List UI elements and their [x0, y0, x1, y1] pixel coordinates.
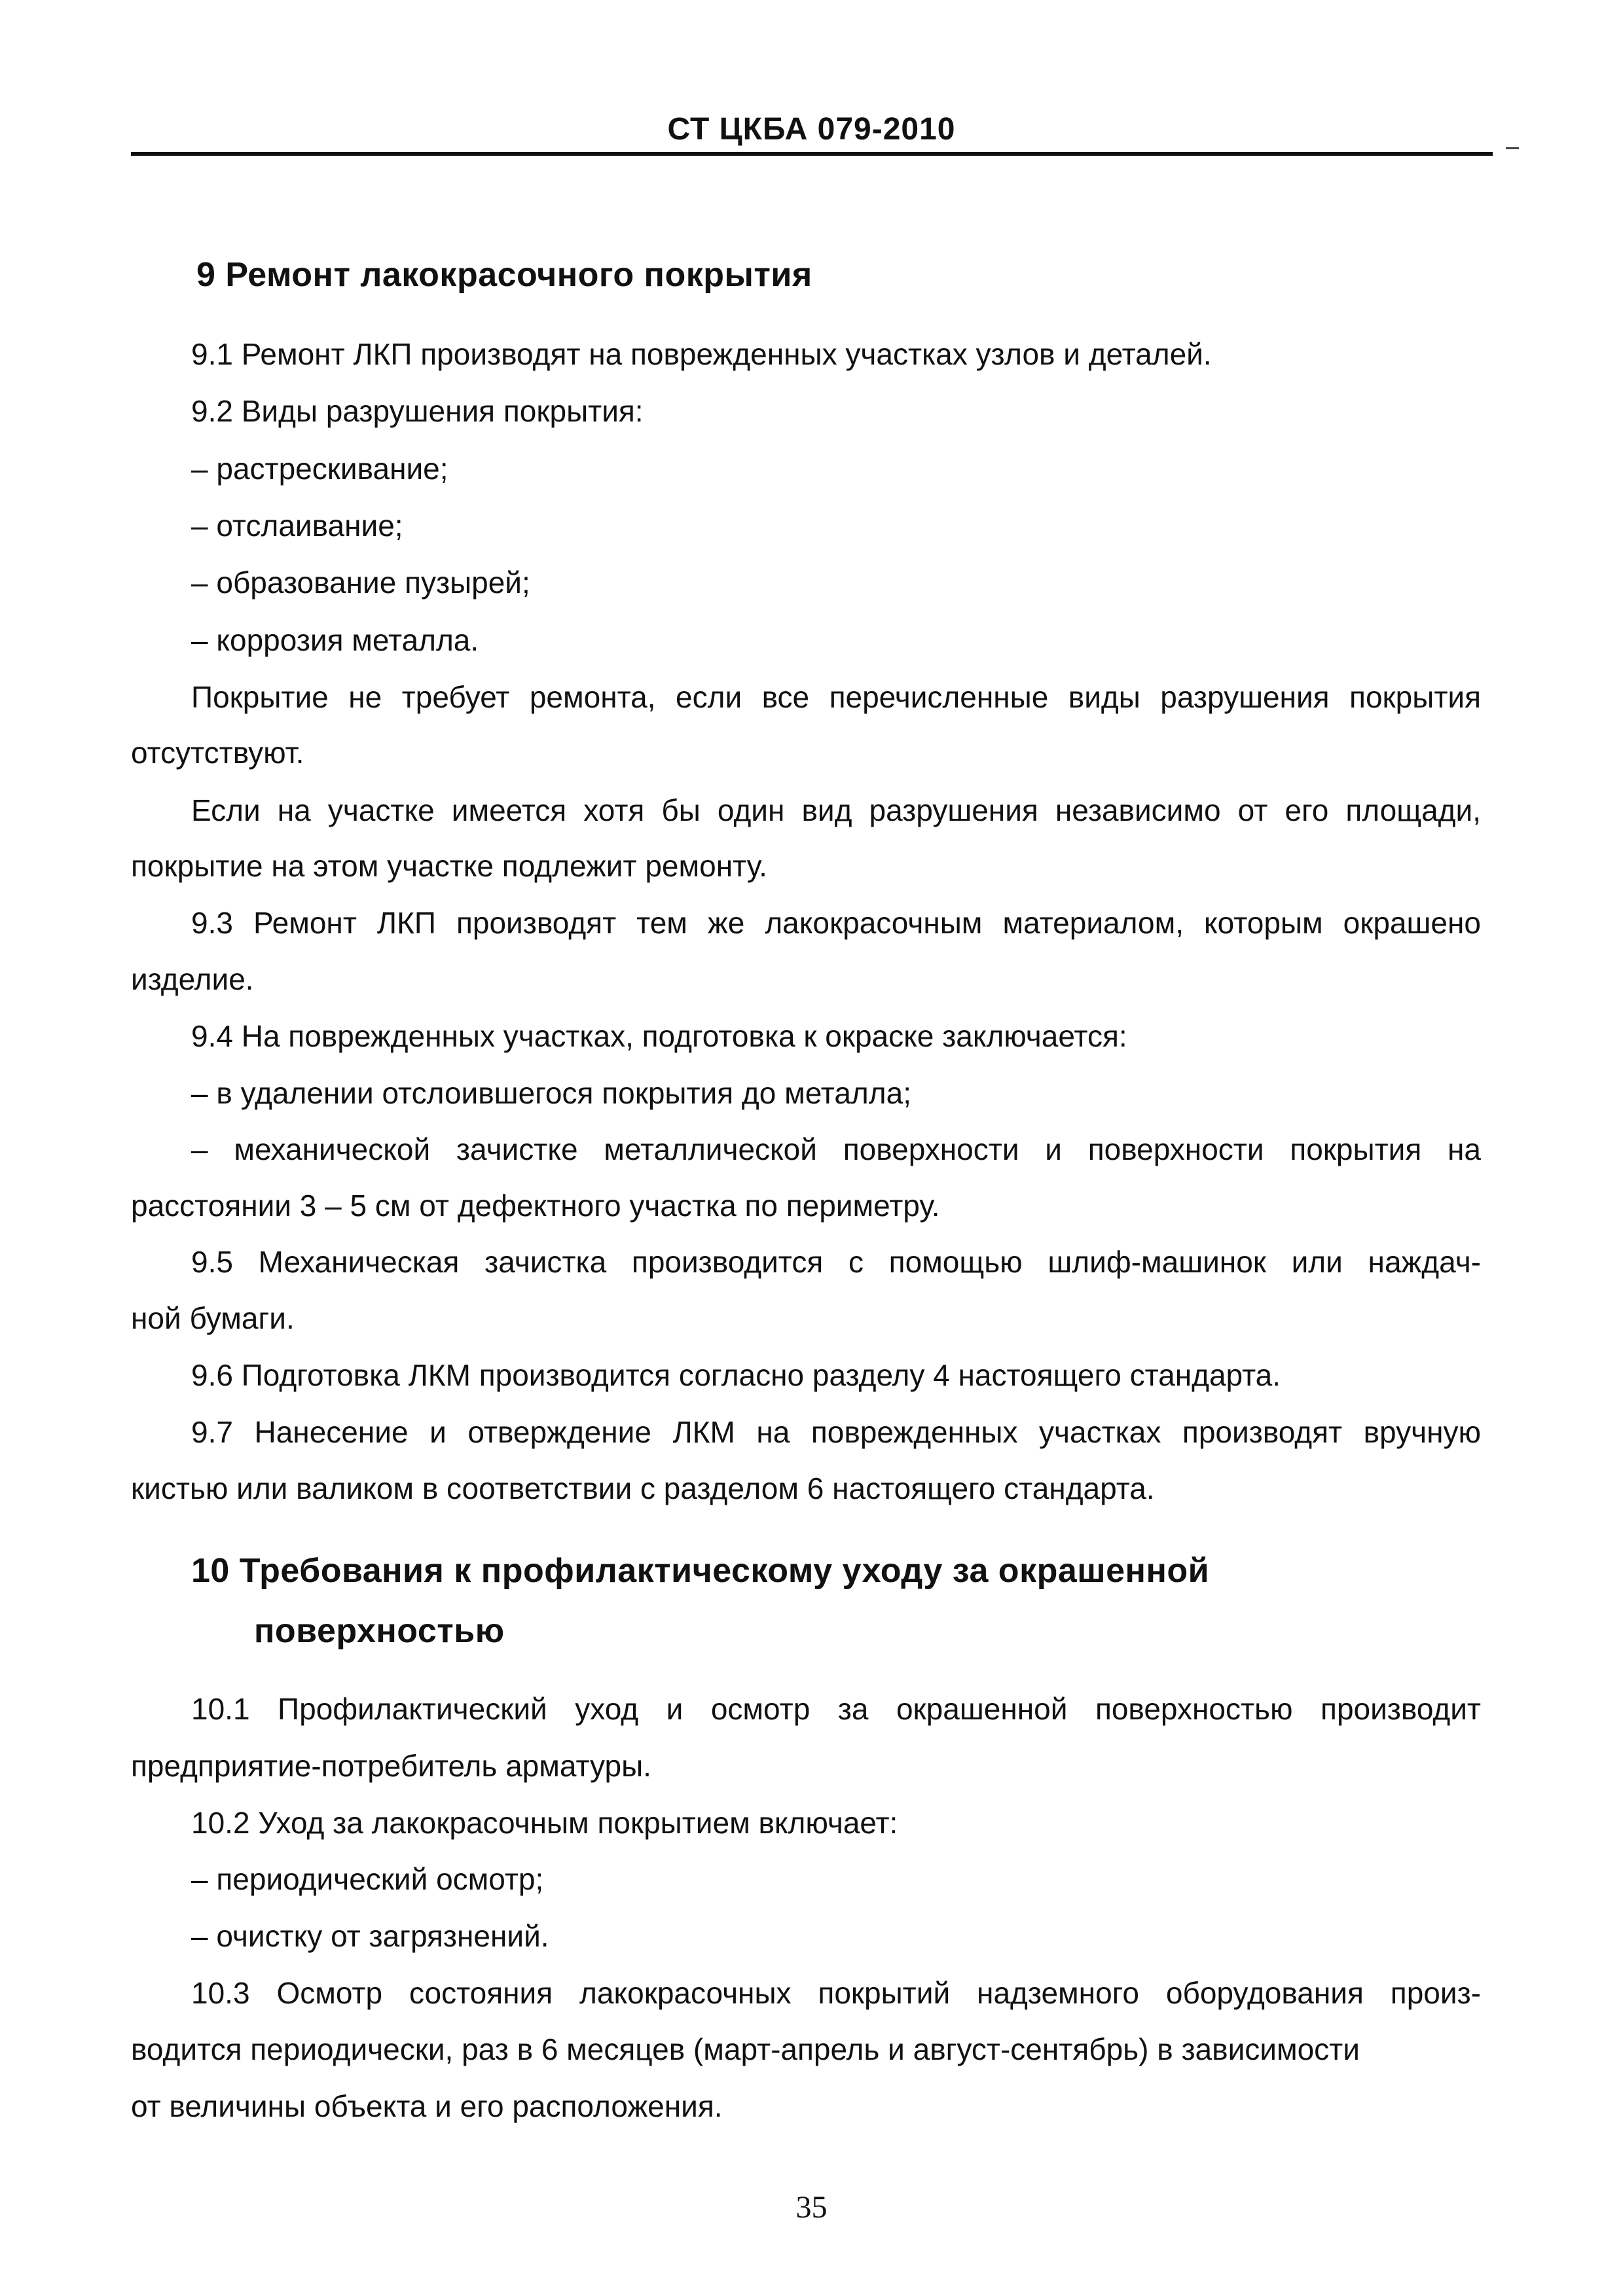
- section-9-heading: 9 Ремонт лакокрасочного покрытия: [196, 256, 812, 294]
- list-item: – очистку от загрязнений.: [191, 1919, 549, 1953]
- paragraph-10-2: 10.2 Уход за лакокрасочным покрытием включает:: [191, 1806, 898, 1840]
- note-2-line-1: Если на участке имеется хотя бы один вид разрушения независимо от его площади,: [191, 793, 1481, 827]
- note-2-line-2: покрытие на этом участке подлежит ремонту.: [131, 849, 767, 883]
- paragraph-10-3-line-1: 10.3 Осмотр состояния лакокрасочных покрытий надземного оборудования произ-: [191, 1976, 1481, 2010]
- paragraph-9-4: 9.4 На поврежденных участках, подготовка к окраске заключается:: [191, 1019, 1127, 1053]
- header-rule: [131, 152, 1493, 156]
- paragraph-9-7-line-2: кистью или валиком в соответствии с разделом 6 настоящего стандарта.: [131, 1471, 1155, 1505]
- paragraph-10-1-line-2: предприятие-потребитель арматуры.: [131, 1749, 651, 1783]
- paragraph-9-6: 9.6 Подготовка ЛКМ производится согласно разделу 4 настоящего стандарта.: [191, 1358, 1281, 1392]
- list-item: – периодический осмотр;: [191, 1862, 544, 1896]
- paragraph-9-5-line-1: 9.5 Механическая зачистка производится с помощью шлиф-машинок или наждач-: [191, 1245, 1481, 1279]
- header-rule-tail: [1506, 147, 1519, 149]
- paragraph-9-1: 9.1 Ремонт ЛКП производят на поврежденных участках узлов и деталей.: [191, 337, 1212, 371]
- paragraph-9-2: 9.2 Виды разрушения покрытия:: [191, 394, 644, 428]
- list-item: – растрескивание;: [191, 452, 448, 486]
- page-number: 35: [795, 2190, 828, 2225]
- paragraph-9-7-line-1: 9.7 Нанесение и отверждение ЛКМ на поврежденных участках производят вручную: [191, 1415, 1481, 1449]
- paragraph-9-3-line-1: 9.3 Ремонт ЛКП производят тем же лакокрасочным материалом, которым окрашено: [191, 906, 1481, 940]
- paragraph-10-1-line-1: 10.1 Профилактический уход и осмотр за окрашенной поверхностью производит: [191, 1692, 1481, 1726]
- list-item: – образование пузырей;: [191, 565, 530, 600]
- note-1-line-1: Покрытие не требует ремонта, если все перечисленные виды разрушения покрытия: [191, 680, 1481, 714]
- paragraph-9-4-b-line-2: расстоянии 3 – 5 см от дефектного участка по периметру.: [131, 1189, 940, 1223]
- list-item: – коррозия металла.: [191, 623, 479, 657]
- paragraph-10-3-line-3: от величины объекта и его расположения.: [131, 2089, 723, 2123]
- list-item: – отслаивание;: [191, 509, 403, 543]
- section-10-heading-line-1: 10 Требования к профилактическому уходу за окрашенной: [191, 1552, 1210, 1590]
- paragraph-9-3-line-2: изделие.: [131, 962, 254, 996]
- document-code-header: СТ ЦКБА 079-2010: [667, 112, 956, 147]
- paragraph-10-3-line-2: водится периодически, раз в 6 месяцев (март-апрель и август-сентябрь) в зависимости: [131, 2032, 1360, 2066]
- paragraph-9-5-line-2: ной бумаги.: [131, 1301, 295, 1335]
- note-1-line-2: отсутствуют.: [131, 736, 304, 770]
- paragraph-9-4-b-line-1: – механической зачистке металлической поверхности и поверхности покрытия на: [191, 1132, 1481, 1166]
- paragraph-9-4-a: – в удалении отслоившегося покрытия до металла;: [191, 1076, 911, 1110]
- section-10-heading-line-2: поверхностью: [254, 1612, 505, 1650]
